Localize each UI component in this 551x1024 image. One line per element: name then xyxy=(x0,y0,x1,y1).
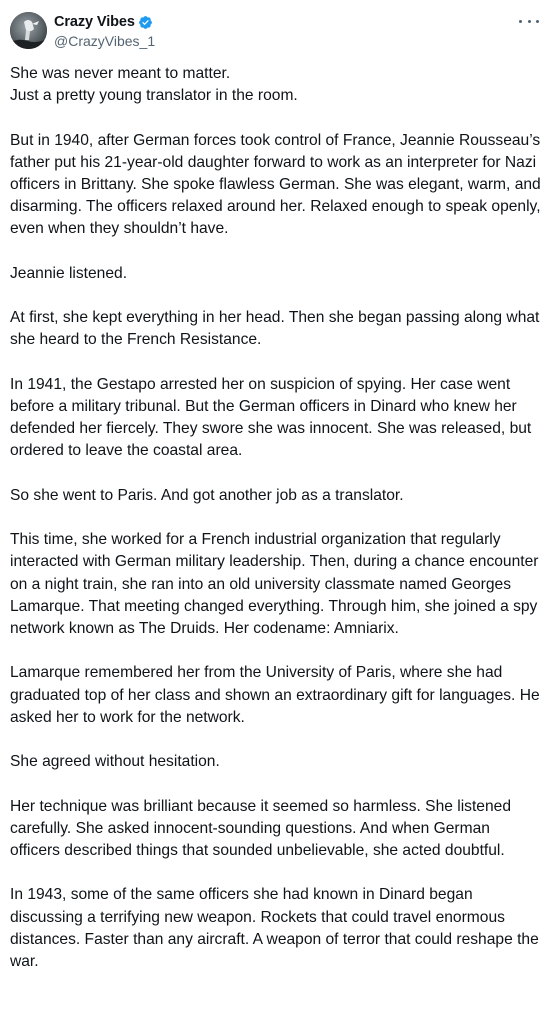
avatar[interactable] xyxy=(10,12,47,49)
verified-badge-icon xyxy=(138,15,153,30)
post-paragraph: In 1943, some of the same officers she had known in Dinard began discussing a terrifying new weapon. Rockets that could travel enormous distances. Faster than any aircraft. A weapon of terror that could reshape the war. xyxy=(10,886,539,970)
post-paragraph: She was never meant to matter. Just a pretty young translator in the room. xyxy=(10,65,298,105)
avatar-image xyxy=(10,12,47,49)
post-paragraph: She agreed without hesitation. xyxy=(10,753,220,771)
post-paragraph: Jeannie listened. xyxy=(10,264,128,282)
post-paragraph: But in 1940, after German forces took control of France, Jeannie Rousseau’s father put his 21-year-old daughter forward to work as an interpreter for Nazi officers in Brittany. She spoke flawless German. She was elegant, warm, and disarming. The officers relaxed around her. Relaxed enough to speak openly, even when they shouldn’t have. xyxy=(10,131,541,238)
post-paragraph: Lamarque remembered her from the University of Paris, where she had graduated top of her class and shown an extraordinary gift for languages. He asked her to work for the network. xyxy=(10,664,540,726)
display-name[interactable]: Crazy Vibes xyxy=(54,14,135,30)
post-header xyxy=(10,10,541,54)
author-names xyxy=(54,12,155,49)
handle[interactable]: @CrazyVibes_1 xyxy=(54,33,156,49)
post-paragraph: This time, she worked for a French industrial organization that regularly interacted with German military leadership. Then, during a chance encounter on a night train, she ran into an old university classmate named Georges Lamarque. That meeting changed everything. Through him, she joined a spy network known as The Druids. Her codename: Amniarix. xyxy=(10,531,539,637)
post-paragraph: In 1941, the Gestapo arrested her on suspicion of spying. Her case went before a military tribunal. But the German officers in Dinard who knew her defended her fiercely. They swore she was innocent. She was released, but ordered to leave the coastal area. xyxy=(10,375,532,460)
post-paragraph: So she went to Paris. And got another job as a translator. xyxy=(10,486,404,504)
more-dot xyxy=(528,20,531,23)
more-dot xyxy=(519,20,522,23)
post-paragraph: Her technique was brilliant because it seemed so harmless. She listened carefully. She asked innocent-sounding questions. And when German officers described things that sounded unbelievable, she acted doubtful. xyxy=(10,797,511,859)
post-text xyxy=(10,63,544,995)
display-name-row xyxy=(54,12,155,32)
more-options-icon[interactable] xyxy=(519,14,539,28)
post-paragraph: At first, she kept everything in her head. Then she began passing along what she heard to the French Resistance. xyxy=(10,309,540,349)
more-dot xyxy=(536,20,539,23)
